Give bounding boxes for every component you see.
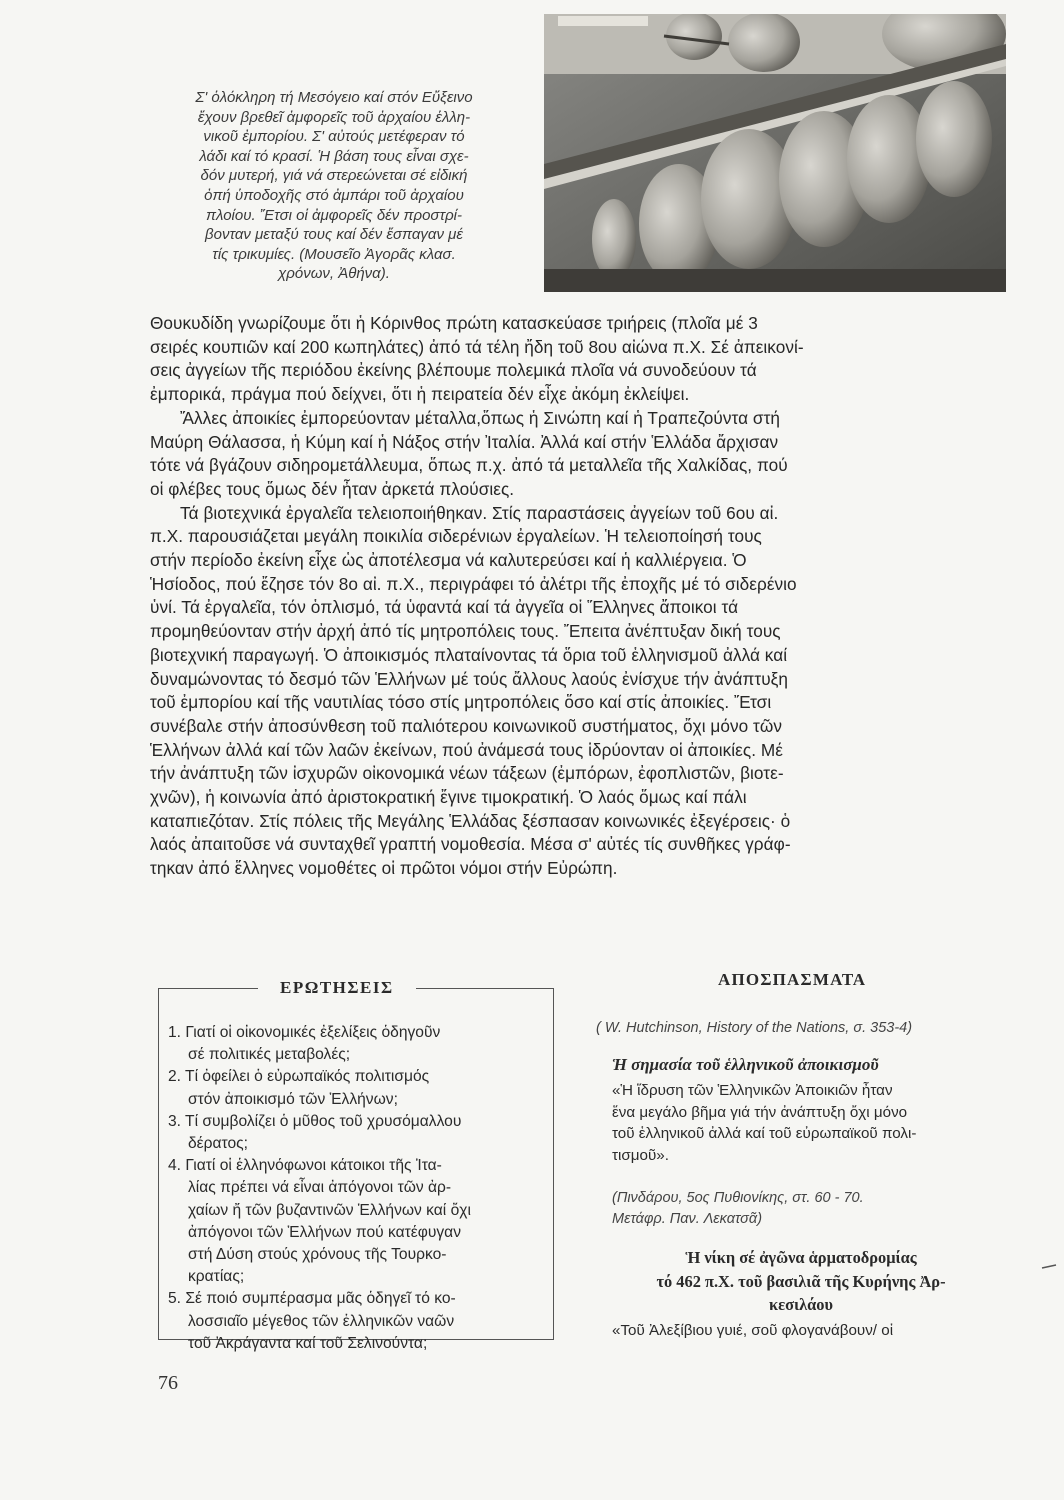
- subtitle-line: τό 462 π.Χ. τοῦ βασιλιᾶ τῆς Κυρήνης Ἀρ-: [656, 1271, 946, 1291]
- text-line: Μαύρη Θάλασσα, ἡ Κύμη καί ἡ Νάξος στήν Ἰταλία. Ἀλλά καί στήν Ἑλλάδα ἄρχισαν: [150, 431, 779, 452]
- subtitle-line: κεσιλάου: [768, 1295, 833, 1314]
- excerpts-title: ΑΠΟΣΠΑΣΜΑΤΑ: [718, 970, 867, 989]
- quote-line: ἕνα μεγάλο βῆμα γιά τήν ἀνάπτυξη ὄχι μόνο: [612, 1103, 908, 1121]
- text-line: Τά βιοτεχνικά ἐργαλεῖα τελειοποιήθηκαν. Στίς παραστάσεις ἀγγείων τοῦ 6ου αἰ.: [180, 502, 779, 523]
- caption-line: νικοῦ ἐμπορίου. Σ' αὐτούς μετέφεραν τό: [203, 128, 465, 146]
- questions-list: [168, 1022, 548, 1355]
- question-line: ἀπόγονοι τῶν Ἑλλήνων πού κατέφυγαν: [188, 1223, 461, 1241]
- question-line: δέρατος;: [188, 1135, 248, 1153]
- excerpt-source-1: ( W. Hutchinson, History of the Nations, σ. 353-4): [596, 1020, 913, 1036]
- caption-line: ὀπή ὑποδοχῆς στό ἀμπάρι τοῦ ἀρχαίου: [204, 186, 464, 204]
- excerpt-subtitle-2: [606, 1246, 996, 1317]
- caption-line: χρόνων, Ἀθήνα).: [278, 265, 390, 283]
- question-line: λίας πρέπει νά εἶναι ἀπόγονοι τῶν ἀρ-: [188, 1179, 452, 1197]
- text-line: βιοτεχνική παραγωγή. Ὁ ἀποικισμός πλαταίνοντας τά ὅρια τοῦ ἑλληνισμοῦ ἀλλά καί: [150, 644, 788, 665]
- questions-title: ΕΡΩΤΗΣΕΙΣ: [258, 978, 416, 998]
- text-line: Ἑλλήνων ἀλλά καί τῶν λαῶν ἐκείνων, πού ἀνάμεσά τους ἱδρύονταν οἱ ἀποικίες. Μέ: [150, 739, 783, 760]
- text-line: καταπιεζόταν. Στίς πόλεις τῆς Μεγάλης Ἑλλάδας ξέσπασαν κοινωνικές ἐξεγέρσεις· ὁ: [150, 810, 791, 831]
- question-item: [168, 1288, 548, 1355]
- excerpt-quote-2: «Τοῦ Ἀλεξίβιου γυιέ, σοῦ φλογανάβουν/ οἱ: [612, 1322, 894, 1339]
- main-text: [150, 312, 998, 881]
- quote-line: «Ἡ ἵδρυση τῶν Ἑλληνικῶν Ἀποικιῶν ἦταν: [612, 1082, 893, 1099]
- text-line: προμηθεύονταν στήν ἀρχή ἀπό τίς μητροπόλεις τους. Ἔπειτα ἀνέπτυξαν δική τους: [150, 621, 781, 642]
- question-line: 2. Τί ὀφείλει ὁ εὐρωπαϊκός πολιτισμός: [168, 1068, 430, 1086]
- text-line: σειρές κουπιῶν καί 200 κωπηλάτες) ἀπό τά τέλη ἤδη τοῦ 8ου αἰώνα π.Χ. Σέ ἀπεικονί-: [150, 336, 804, 357]
- text-line: τότε νά βγάζουν σιδηρομετάλλευμα, ὅπως π.χ. ἀπό τά μεταλλεῖα τῆς Χαλκίδας, πού: [150, 455, 788, 476]
- text-line: στήν περίοδο ἐκείνη εἶχε ὡς ἀποτέλεσμα νά καλυτερεύσει καί ἡ καλλιέργεια. Ὁ: [150, 550, 747, 571]
- caption-line: ἔχουν βρεθεῖ ἀμφορεῖς τοῦ ἀρχαίου ἑλλη-: [197, 108, 471, 126]
- question-line: 5. Σέ ποιό συμπέρασμα μᾶς ὁδηγεῖ τό κο-: [168, 1290, 456, 1308]
- question-item: [168, 1066, 548, 1110]
- question-line: 4. Γιατί οἱ ἑλληνόφωνοι κάτοικοι τῆς Ἰτα-: [168, 1157, 442, 1175]
- question-line: λοσσιαῖο μέγεθος τῶν ἑλληνικῶν ναῶν: [188, 1312, 455, 1330]
- excerpt-subtitle-1: Ἡ σημασία τοῦ ἑλληνικοῦ ἀποικισμοῦ: [612, 1055, 879, 1074]
- text-line: Θουκυδίδη γνωρίζουμε ὅτι ἡ Κόρινθος πρώτη κατασκεύασε τριήρεις (πλοῖα μέ 3: [150, 313, 758, 333]
- text-line: τοῦ ἐμπορίου καί τῆς ναυτιλίας τόσο στίς μητροπόλεις ὅσο καί στίς ἀποικίες. Ἔτσι: [150, 692, 772, 713]
- text-line: Ἡσίοδος, πού ἔζησε τόν 8ο αἰ. π.Χ., περιγράφει τό ἀλέτρι τῆς ἐποχῆς μέ τό σιδερένιο: [150, 573, 797, 594]
- excerpt-quote-1: [612, 1080, 916, 1166]
- text-line: τήν ἀνάπτυξη τῶν ἰσχυρῶν οἰκονομικά νέων τάξεων (ἐμπόρων, ἐφοπλιστῶν, βιοτε-: [150, 763, 784, 784]
- caption-line: λάδι καί τό κρασί. Ἡ βάση τους εἶναι σχε-: [199, 147, 469, 165]
- subtitle-line: Ἡ νίκη σέ ἀγῶνα ἁρματοδρομίας: [685, 1248, 917, 1267]
- caption-line: τίς τρικυμίες. (Μουσεῖο Ἀγορᾶς κλασ.: [212, 245, 456, 263]
- page-number: 76: [158, 1372, 178, 1394]
- text-line: ἐμπορικά, πράγμα πού δείχνει, ὅτι ἡ πειρατεία δέν εἶχε ἀκόμη ἐκλείψει.: [150, 384, 690, 405]
- text-line: λαός ἀπαιτοῦσε νά συνταχθεῖ γραπτή νομοθεσία. Μέσα σ' αὐτές τίς συνθῆκες γράφ-: [150, 834, 791, 855]
- source-line: (Πινδάρου, 5ος Πυθιονίκης, στ. 60 - 70.: [612, 1190, 864, 1206]
- caption-line: βονταν μεταξύ τους καί δέν ἔσπαγαν μέ: [205, 226, 463, 244]
- text-line: δυναμώνοντας τό δεσμό τῶν Ἑλλήνων μέ τούς ἄλλους λαούς ἐνίσχυε τήν ἀνάπτυξη: [150, 668, 788, 689]
- scan-mark: [1040, 1262, 1058, 1272]
- question-item: [168, 1022, 548, 1066]
- question-line: τοῦ Ἀκράγαντα καί τοῦ Σελινούντα;: [188, 1334, 428, 1352]
- source-line: Μετάφρ. Παν. Λεκατσᾶ): [612, 1211, 763, 1227]
- photo-caption: [138, 88, 530, 284]
- question-line: στή Δύση στούς χρόνους τῆς Τουρκο-: [188, 1246, 447, 1264]
- amphorae-photo: [544, 14, 1006, 292]
- caption-line: πλοίου. Ἔτσι οἱ ἀμφορεῖς δέν προστρί-: [205, 206, 463, 224]
- text-line: συνέβαλε στήν ἀποσύνθεση τοῦ παλιότερου κοινωνικοῦ συστήματος, ὄχι μόνο τῶν: [150, 715, 782, 736]
- caption-line: δόν μυτερή, γιά νά στερεώνεται σέ εἰδική: [200, 167, 468, 185]
- question-line: κρατίας;: [188, 1268, 245, 1286]
- text-line: χνῶν), ἡ κοινωνία ἀπό ἀριστοκρατική ἔγινε τιμοκρατική. Ὁ λαός ὅμως καί πάλι: [150, 787, 747, 808]
- question-line: χαίων ἤ τῶν βυζαντινῶν Ἑλλήνων καί ὄχι: [188, 1201, 471, 1219]
- quote-line: τοῦ ἑλληνικοῦ ἀλλά καί τοῦ εὐρωπαϊκοῦ πολι-: [612, 1125, 917, 1142]
- question-line: σέ πολιτικές μεταβολές;: [188, 1046, 351, 1064]
- question-item: [168, 1111, 548, 1155]
- excerpt-source-2: [612, 1188, 864, 1230]
- text-line: π.Χ. παρουσιάζεται μεγάλη ποικιλία σιδερένιων ἐργαλείων. Ἡ τελειοποίησή τους: [150, 526, 762, 547]
- question-line: 3. Τί συμβολίζει ὁ μῦθος τοῦ χρυσόμαλλου: [168, 1112, 462, 1130]
- text-line: Ἄλλες ἀποικίες ἐμπορεύονταν μέταλλα,ὅπως ἡ Σινώπη καί ἡ Τραπεζούντα στή: [180, 407, 781, 428]
- quote-line: τισμοῦ».: [612, 1146, 669, 1164]
- text-line: σεις ἀγγείων τῆς περιόδου ἐκείνης βλέπουμε πολεμικά πλοῖα νά συνοδεύουν τά: [150, 360, 757, 381]
- text-line: ὑνί. Τά ἐργαλεῖα, τόν ὁπλισμό, τά ὑφαντά καί τά ἀγγεῖα οἱ Ἕλληνες ἄποικοι τά: [150, 597, 739, 618]
- caption-line: Σ' ὁλόκληρη τή Μεσόγειο καί στόν Εὔξεινο: [195, 89, 473, 106]
- text-line: οἱ φλέβες τους ὅμως δέν ἦταν ἀρκετά πλούσιες.: [150, 478, 515, 499]
- question-line: 1. Γιατί οἱ οἰκονομικές ἐξελίξεις ὁδηγοῦν: [168, 1024, 441, 1041]
- question-line: στόν ἀποικισμό τῶν Ἑλλήνων;: [188, 1090, 398, 1108]
- text-line: τηκαν ἀπό ἕλληνες νομοθέτες οἱ πρῶτοι νόμοι στήν Εὐρώπη.: [150, 858, 618, 879]
- question-item: [168, 1155, 548, 1288]
